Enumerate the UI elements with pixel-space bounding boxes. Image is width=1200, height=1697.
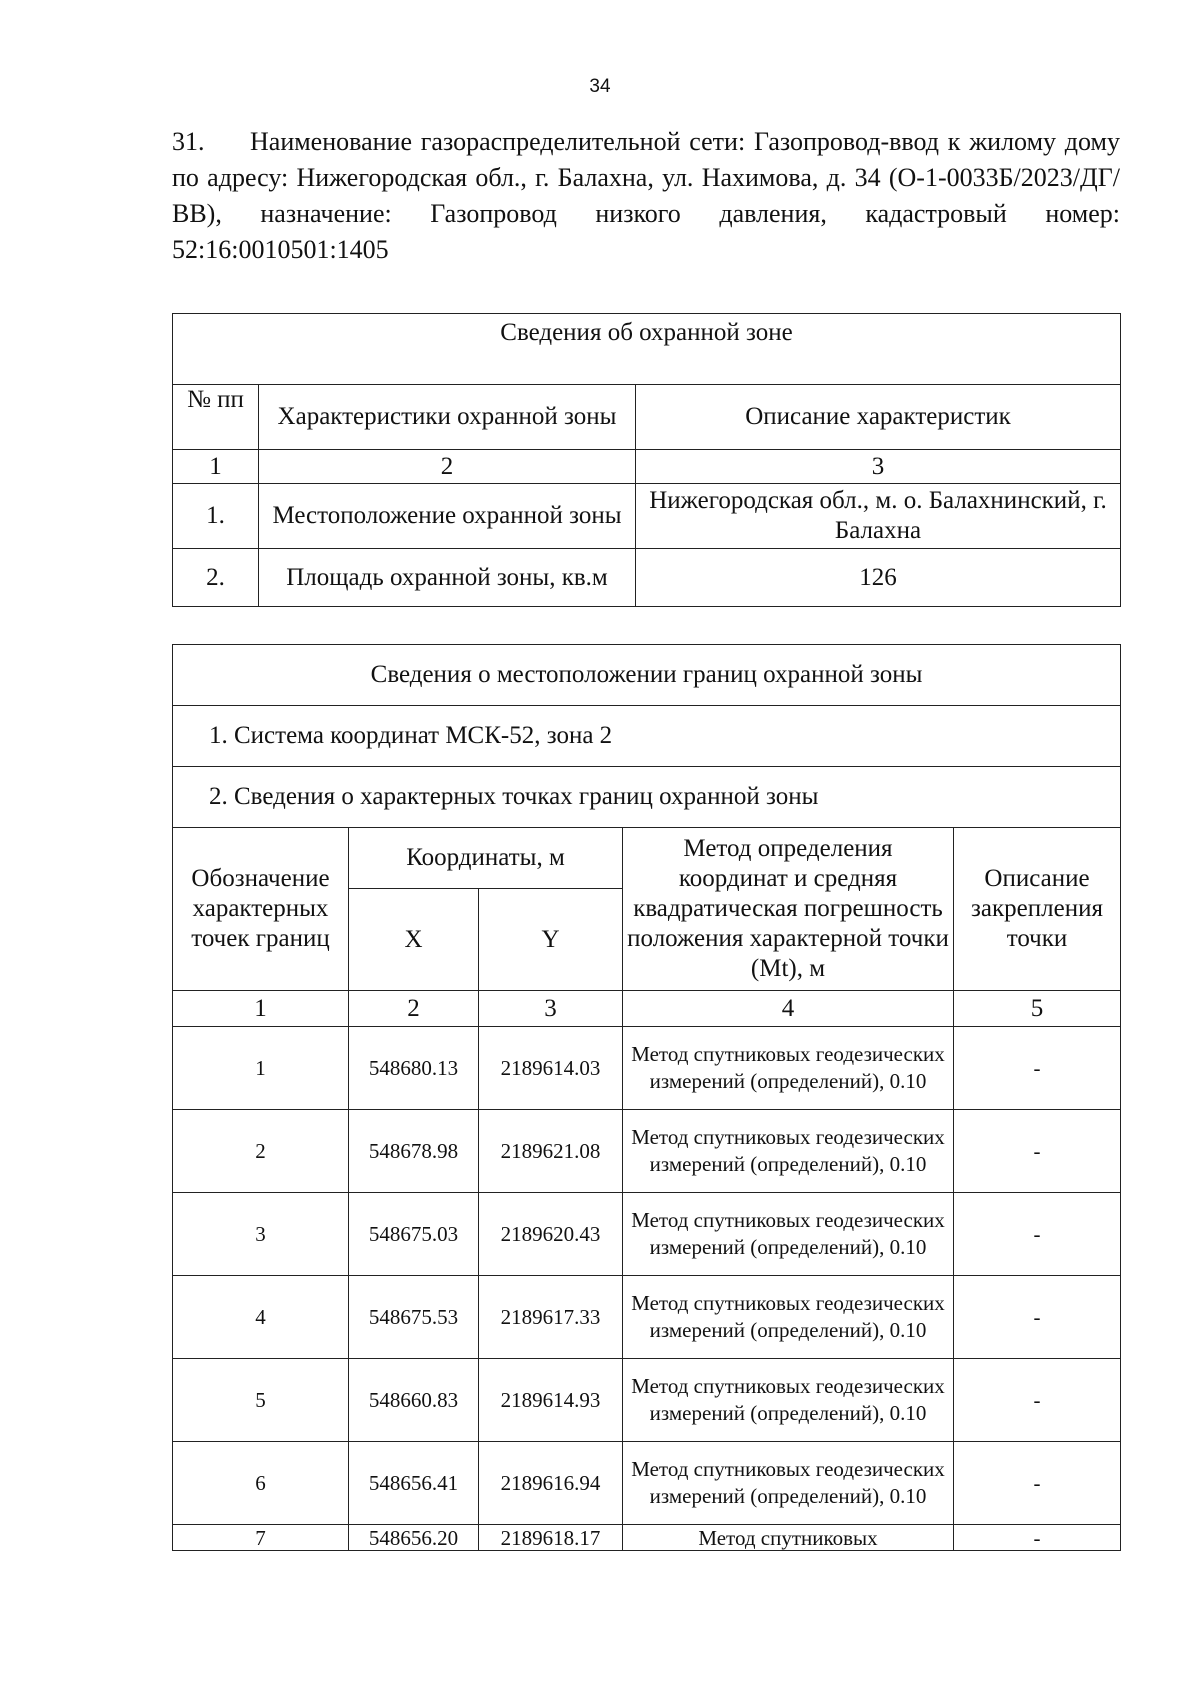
header-description: Описание характеристик [636, 385, 1121, 450]
index-cell: 1 [173, 450, 259, 484]
header-designation: Обозначение характерных точек границ [173, 828, 349, 991]
point-fixing: - [954, 1442, 1121, 1525]
row-characteristic: Площадь охранной зоны, кв.м [259, 549, 636, 607]
row-characteristic: Местоположение охранной зоны [259, 484, 636, 549]
table-row [173, 1276, 1121, 1359]
point-id: 6 [173, 1442, 349, 1525]
point-method: Метод спутниковых геодезических измерений (определений), 0.10 [623, 1442, 954, 1525]
point-id: 2 [173, 1110, 349, 1193]
point-fixing: - [954, 1525, 1121, 1551]
point-y: 2189616.94 [479, 1442, 623, 1525]
zone-table-title: Сведения об охранной зоне [173, 314, 1121, 385]
header-method: Метод определения координат и средняя квадратическая погрешность положения характерной точки (Mt), м [623, 828, 954, 991]
header-characteristics: Характеристики охранной зоны [259, 385, 636, 450]
point-y: 2189621.08 [479, 1110, 623, 1193]
point-x: 548660.83 [349, 1359, 479, 1442]
section-text: Наименование газораспределительной сети: Газопровод-ввод к жилому дому по адресу: Нижегородская обл., г. Балахна, ул. Нахимова, д. 34 (О-1-0033Б/2023/ДГ/ВВ), назначение: Газопровод низкого давления, кадастровый номер: 52:16:0010501:1405 [172, 127, 1120, 264]
row-number: 2. [173, 549, 259, 607]
point-method: Метод спутниковых [623, 1525, 954, 1551]
point-x: 548680.13 [349, 1027, 479, 1110]
point-id: 1 [173, 1027, 349, 1110]
point-y: 2189614.03 [479, 1027, 623, 1110]
row-number: 1. [173, 484, 259, 549]
header-number: № пп [173, 385, 259, 450]
table-row [173, 1110, 1121, 1193]
point-fixing: - [954, 1193, 1121, 1276]
point-fixing: - [954, 1110, 1121, 1193]
header-x: X [349, 889, 479, 991]
header-y: Y [479, 889, 623, 991]
point-x: 548656.20 [349, 1525, 479, 1551]
table-row [173, 1525, 1121, 1551]
point-method: Метод спутниковых геодезических измерений (определений), 0.10 [623, 1193, 954, 1276]
boundary-coordinates-table [172, 644, 1121, 1551]
table-row [173, 1359, 1121, 1442]
section-number: 31. [172, 127, 205, 156]
page-number: 34 [589, 76, 611, 97]
header-fixing: Описание закрепления точки [954, 828, 1121, 991]
points-title: 2. Сведения о характерных точках границ охранной зоны [173, 767, 1121, 828]
row-description: Нижегородская обл., м. о. Балахнинский, г. Балахна [636, 484, 1121, 549]
table-row [173, 549, 1121, 607]
point-id: 7 [173, 1525, 349, 1551]
point-id: 5 [173, 1359, 349, 1442]
table-row [173, 1193, 1121, 1276]
point-y: 2189614.93 [479, 1359, 623, 1442]
index-cell: 2 [259, 450, 636, 484]
point-method: Метод спутниковых геодезических измерений (определений), 0.10 [623, 1359, 954, 1442]
protection-zone-table [172, 313, 1121, 607]
coordinate-system: 1. Система координат МСК-52, зона 2 [173, 706, 1121, 767]
point-fixing: - [954, 1359, 1121, 1442]
point-fixing: - [954, 1276, 1121, 1359]
point-y: 2189617.33 [479, 1276, 623, 1359]
table-row [173, 1442, 1121, 1525]
index-cell: 5 [954, 991, 1121, 1027]
table-row [173, 484, 1121, 549]
point-y: 2189620.43 [479, 1193, 623, 1276]
boundaries-title: Сведения о местоположении границ охранной зоны [173, 645, 1121, 706]
point-id: 4 [173, 1276, 349, 1359]
point-method: Метод спутниковых геодезических измерений (определений), 0.10 [623, 1276, 954, 1359]
table-row [173, 1027, 1121, 1110]
point-id: 3 [173, 1193, 349, 1276]
point-x: 548678.98 [349, 1110, 479, 1193]
index-cell: 1 [173, 991, 349, 1027]
point-x: 548675.53 [349, 1276, 479, 1359]
point-y: 2189618.17 [479, 1525, 623, 1551]
index-cell: 3 [636, 450, 1121, 484]
point-fixing: - [954, 1027, 1121, 1110]
section-heading [172, 124, 1120, 268]
header-coordinates: Координаты, м [349, 828, 623, 889]
row-description: 126 [636, 549, 1121, 607]
index-cell: 4 [623, 991, 954, 1027]
index-cell: 3 [479, 991, 623, 1027]
point-method: Метод спутниковых геодезических измерений (определений), 0.10 [623, 1027, 954, 1110]
point-method: Метод спутниковых геодезических измерений (определений), 0.10 [623, 1110, 954, 1193]
point-x: 548656.41 [349, 1442, 479, 1525]
index-cell: 2 [349, 991, 479, 1027]
point-x: 548675.03 [349, 1193, 479, 1276]
